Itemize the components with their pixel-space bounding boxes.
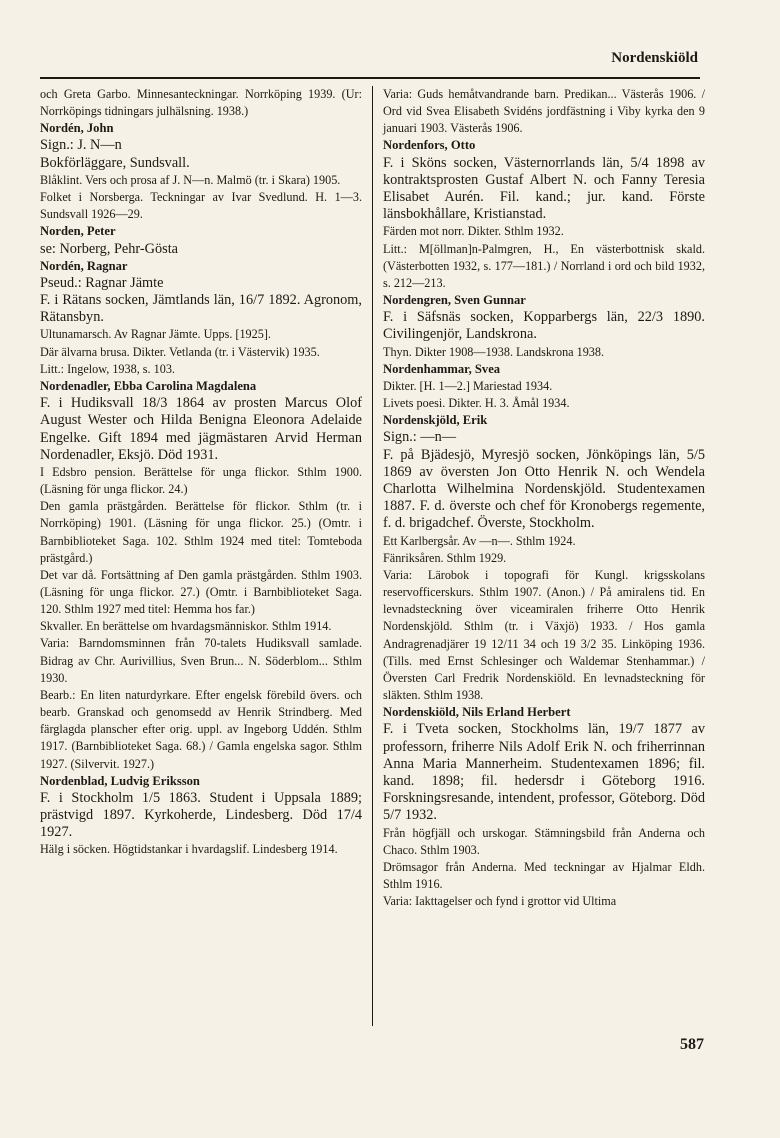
entry-varia: Varia: Lärobok i topografi för Kungl. krigsskolans reservofficerskurs. Sthlm 1907. (Anon.) / På amiralens tid. En levnadsteckning över viceamiralen friherre Otto Henrik Nordenskjöld. Sthlm (tr. i Växjö) 1933. / Hos gamla Andragrenadjärer 19 12/11 34 och 19 3/2 35. Linköping 1936. (Tills. med Ernst Schlesinger och Waldemar Stenhammar.) / Översten Carl Fredrik Nordenskiöld. En levnadsteckning för släkten. Sthlm 1938. bbox=[383, 567, 705, 703]
entry-work: Färden mot norr. Dikter. Sthlm 1932. bbox=[383, 224, 564, 239]
entry-biography: Bokförläggare, Sundsvall. bbox=[40, 154, 190, 171]
entry-heading: Nordenadler, Ebba Carolina Magdalena bbox=[40, 378, 257, 393]
header-rule bbox=[40, 77, 700, 79]
entry-varia: Varia: Iakttagelser och fynd i grottor vid Ultima bbox=[383, 894, 617, 909]
entry-heading: Nordenblad, Ludvig Eriksson bbox=[40, 773, 200, 788]
entry-heading: Nordenskiöld, Nils Erland Herbert bbox=[383, 705, 571, 720]
entry-biography: F. i Sköns socken, Västernorrlands län, 5/4 1898 av kontraktsprosten Gustaf Albert N. och Fanny Teresia Elisabet Aurén. Fil. kand.; jur. kand. Förste länsbokhållare, Kristianstad. bbox=[383, 154, 705, 223]
page-number: 587 bbox=[680, 1036, 704, 1053]
entry-work: Ett Karlbergsår. Av —n—. Sthlm 1924. bbox=[383, 533, 576, 548]
entry-biography: F. i Tveta socken, Stockholms län, 19/7 1877 av professorn, friherre Nils Adolf Erik N. och friherrinnan Anna Maria Mannerheim. Studentexamen 1896; fil. kand. 1898; fil. hedersdr i Göteborg 1916. Forskningsresande, intendent, professor, Göteborg. Död 5/7 1932. bbox=[383, 721, 705, 824]
entry-work: Fänriksåren. Sthlm 1929. bbox=[383, 550, 507, 565]
left-column bbox=[40, 86, 362, 859]
entry-biography: F. i Stockholm 1/5 1863. Student i Uppsala 1889; prästvigd 1897. Kyrkoherde, Lindesberg. Död 17/4 1927. bbox=[40, 789, 362, 841]
entry-biography: F. i Säfsnäs socken, Kopparbergs län, 22/3 1890. Civilingenjör, Landskrona. bbox=[383, 309, 705, 343]
entry-pseudonym: Pseud.: Ragnar Jämte bbox=[40, 274, 164, 291]
entry-varia: Varia: Barndomsminnen från 70-talets Hudiksvall samlade. Bidrag av Chr. Aurivillius, Sven Brun... N. Söderblom... Sthlm 1930. bbox=[40, 636, 362, 685]
entry-text: och Greta Garbo. Minnesanteckningar. Norrköping 1939. (Ur: Norrköpings tidningars julhälsning. 1938.) bbox=[40, 87, 362, 119]
entry-work: Det var då. Fortsättning af Den gamla prästgården. Sthlm 1903. (Läsning för unga flickor. 27.) (Omtr. i Barnbiblioteket Saga. 120. Sthlm 1927 med titel: Hemma hos far.) bbox=[40, 567, 362, 617]
column-divider bbox=[372, 86, 373, 1026]
entry-literature: Litt.: Ingelow, 1938, s. 103. bbox=[40, 361, 175, 376]
entry-work: Dikter. [H. 1—2.] Mariestad 1934. bbox=[383, 378, 553, 393]
entry-biography: F. i Rätans socken, Jämtlands län, 16/7 1892. Agronom, Rätansbyn. bbox=[40, 292, 362, 326]
entry-heading: Nordén, John bbox=[40, 121, 114, 136]
entry-work: Från högfjäll och urskogar. Stämningsbild från Anderna och Chaco. Sthlm 1903. bbox=[383, 825, 705, 857]
entry-heading: Nordén, Ragnar bbox=[40, 258, 128, 273]
entry-heading: Norden, Peter bbox=[40, 224, 116, 239]
right-column bbox=[383, 86, 705, 910]
entry-work: Blåklint. Vers och prosa af J. N—n. Malmö (tr. i Skara) 1905. bbox=[40, 172, 341, 187]
entry-work: Skvaller. En berättelse om hvardagsmänniskor. Sthlm 1914. bbox=[40, 619, 332, 634]
entry-work: Drömsagor från Anderna. Med teckningar av Hjalmar Eldh. Sthlm 1916. bbox=[383, 859, 705, 892]
entry-heading: Nordengren, Sven Gunnar bbox=[383, 293, 526, 308]
entry-work: Ultunamarsch. Av Ragnar Jämte. Upps. [1925]. bbox=[40, 327, 271, 342]
entry-work: Folket i Norsberga. Teckningar av Ivar Svedlund. H. 1—3. Sundsvall 1926—29. bbox=[40, 190, 362, 222]
running-header: Nordenskiöld bbox=[611, 50, 698, 66]
entry-signature: Sign.: J. N—n bbox=[40, 137, 122, 154]
entry-work: Thyn. Dikter 1908—1938. Landskrona 1938. bbox=[383, 344, 605, 359]
entry-biography: F. på Bjädesjö, Myresjö socken, Jönköpings län, 5/5 1869 av översten Jon Otto Henrik N. och Wendela Charlotta Wilhelmina Nordenskjöld. Studentexamen 1887. F. d. överste och chef för Kronobergs regemente, f. d. brigadchef. Överste, Stockholm. bbox=[383, 446, 705, 532]
entry-work: Hälg i söcken. Högtidstankar i hvardagslif. Lindesberg 1914. bbox=[40, 842, 338, 857]
entry-heading: Nordenhammar, Svea bbox=[383, 361, 501, 376]
entry-work: Den gamla prästgården. Berättelse för flickor. Sthlm (tr. i Norrköping) 1901. (Läsning för unga flickor. 25.) (Omtr. i Barnbiblioteket Saga. 102. Sthlm 1924 med titel: Tomteboda prästgård.) bbox=[40, 499, 362, 565]
entry-biography: F. i Hudiksvall 18/3 1864 av prosten Marcus Olof August Wester och Hilda Benigna Eleonora Adelaide Engelke. Gift 1894 med jägmästaren Arvid Herman Nordenadler, Eksjö. Död 1931. bbox=[40, 395, 362, 463]
entry-work: Där älvarna brusa. Dikter. Vetlanda (tr. i Västervik) 1935. bbox=[40, 344, 320, 359]
entry-heading: Nordenfors, Otto bbox=[383, 138, 476, 153]
entry-crossref: se: Norberg, Pehr-Gösta bbox=[40, 240, 179, 257]
entry-adaptation: Bearb.: En liten naturdyrkare. Efter engelsk förebild övers. och bearb. Granskad och genomsedd av Henrik Strindberg. Med färglagda planscher efter orig. uppl. av Ingeborg Uddén. Sthlm 1917. (Barnbiblioteket Saga. 68.) / Gamla engelska sagor. Sthlm 1927. (Silvervit. 1927.) bbox=[40, 687, 362, 771]
entry-work: Livets poesi. Dikter. H. 3. Åmål 1934. bbox=[383, 396, 570, 411]
entry-work: I Edsbro pension. Berättelse för unga flickor. Sthlm 1900. (Läsning för unga flickor. 24.) bbox=[40, 464, 362, 497]
entry-heading: Nordenskjöld, Erik bbox=[383, 413, 488, 428]
entry-signature: Sign.: —n— bbox=[383, 429, 457, 446]
entry-literature: Litt.: M[öllman]n-Palmgren, H., En västerbottnisk skald. (Västerbotten 1932, s. 177—181.) / Norrland i ord och bild 1932, s. 212—213. bbox=[383, 241, 705, 290]
entry-varia: Varia: Guds hemåtvandrande barn. Predikan... Västerås 1906. / Ord vid Svea Elisabeth Svidéns jordfästning i Viby kyrka den 9 januari 1903. Västerås 1906. bbox=[383, 87, 705, 136]
